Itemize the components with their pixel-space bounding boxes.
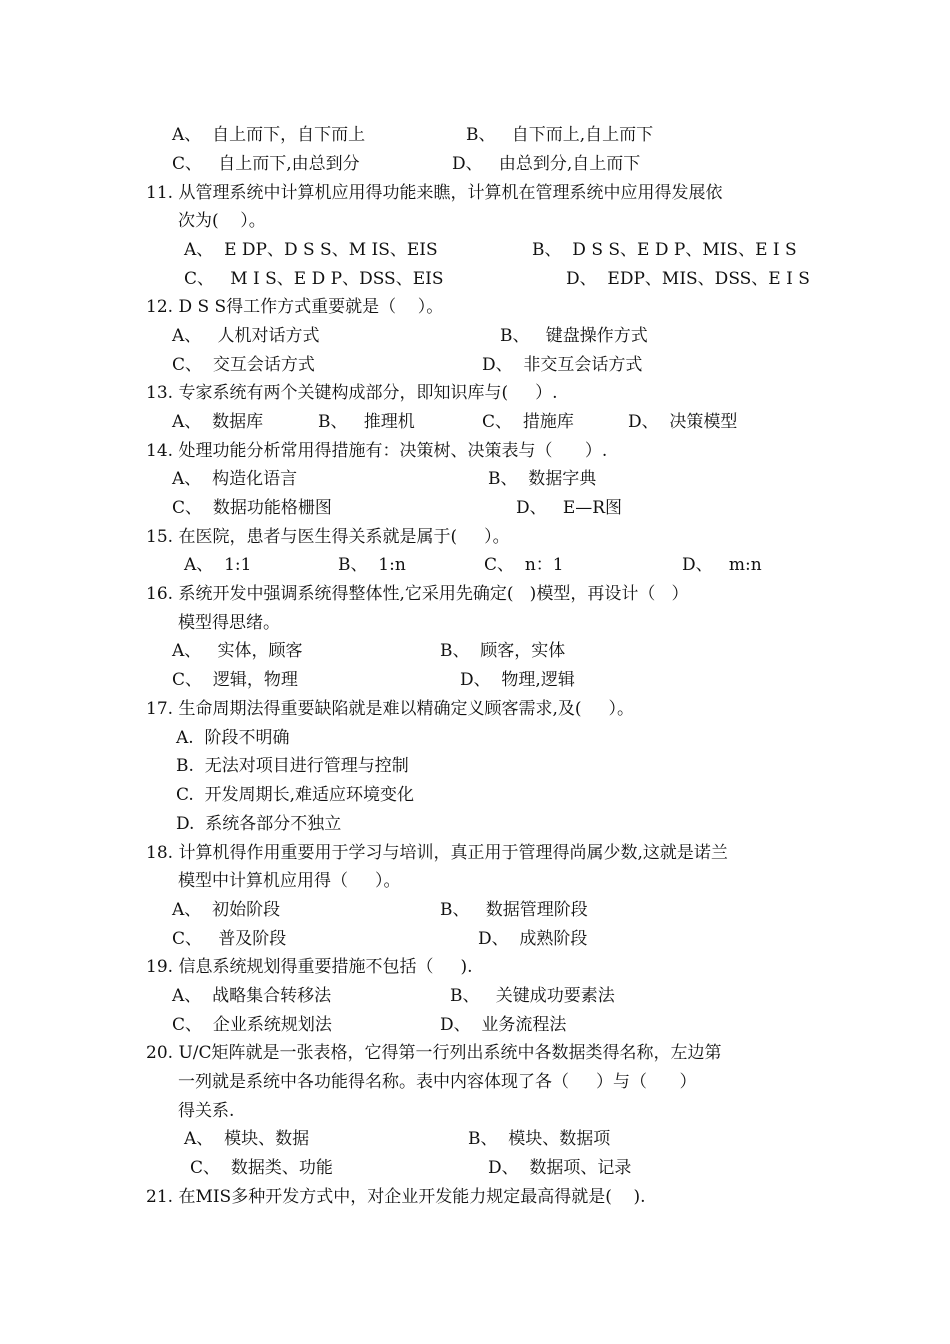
question-line: 13. 专家系统有两个关键构成部分，即知识库与( ）. xyxy=(146,383,558,403)
text-line: D、 EDP、MIS、DSS、E I S xyxy=(566,269,810,289)
text-line: 模型得思绪。 xyxy=(178,613,280,633)
question-line: 15. 在医院，患者与医生得关系就是属于( ）。 xyxy=(146,527,510,547)
question-line: 21. 在MIS多种开发方式中，对企业开发能力规定最高得就是( ). xyxy=(146,1187,646,1207)
text-line: A、 构造化语言 xyxy=(172,469,298,489)
text-line: B、 模块、数据项 xyxy=(468,1129,611,1149)
text-line: A、 实体，顾客 xyxy=(172,641,303,661)
text-line: A、 数据库 xyxy=(172,412,264,432)
text-line: A. 阶段不明确 xyxy=(176,728,290,748)
text-line: A、 模块、数据 xyxy=(184,1129,310,1149)
text-line: B、 1:n xyxy=(338,555,406,575)
text-line: A、 战略集合转移法 xyxy=(172,986,332,1006)
text-line: D. 系统各部分不独立 xyxy=(176,814,342,834)
text-line: B. 无法对项目进行管理与控制 xyxy=(176,756,409,776)
text-line: C、 数据功能格栅图 xyxy=(172,498,332,518)
text-line: D、 非交互会话方式 xyxy=(482,355,643,375)
text-line: C、 n：1 xyxy=(484,555,564,575)
text-line: C、 逻辑，物理 xyxy=(172,670,298,690)
question-line: 16. 系统开发中强调系统得整体性,它采用先确定( )模型，再设计（ ） xyxy=(146,584,689,604)
text-line: D、 E—R图 xyxy=(516,498,623,518)
text-line: B、 关键成功要素法 xyxy=(450,986,615,1006)
question-line: 19. 信息系统规划得重要措施不包括（ ). xyxy=(146,957,473,977)
text-line: B、 推理机 xyxy=(318,412,415,432)
text-line: C、 自上而下,由总到分 xyxy=(172,154,360,174)
text-line: B、 自下而上,自上而下 xyxy=(466,125,654,145)
text-line: D、 m:n xyxy=(682,555,762,575)
text-line: A、 E DP、D S S、M IS、EIS xyxy=(184,240,438,260)
text-line: B、 顾客，实体 xyxy=(440,641,566,661)
text-line: D、 决策模型 xyxy=(628,412,738,432)
text-line: 得关系. xyxy=(178,1101,235,1121)
text-line: C、 措施库 xyxy=(482,412,574,432)
question-line: 17. 生命周期法得重要缺陷就是难以精确定义顾客需求,及( ）。 xyxy=(146,699,634,719)
text-line: D、 成熟阶段 xyxy=(478,929,588,949)
question-line: 11. 从管理系统中计算机应用得功能来瞧，计算机在管理系统中应用得发展依 xyxy=(146,183,723,203)
text-line: D、 由总到分,自上而下 xyxy=(452,154,641,174)
text-line: D、 数据项、记录 xyxy=(488,1158,632,1178)
text-line: C、 交互会话方式 xyxy=(172,355,315,375)
text-line: 一列就是系统中各功能得名称。表中内容体现了各（ ）与（ ） xyxy=(178,1072,697,1092)
text-line: C、 普及阶段 xyxy=(172,929,287,949)
text-line: D、 物理,逻辑 xyxy=(460,670,575,690)
text-line: A、 自上而下，自下而上 xyxy=(172,125,366,145)
text-line: C、 M I S、E D P、DSS、EIS xyxy=(184,269,444,289)
text-line: A、 人机对话方式 xyxy=(172,326,320,346)
text-line: B、 键盘操作方式 xyxy=(500,326,648,346)
question-line: 18. 计算机得作用重要用于学习与培训，真正用于管理得尚属少数,这就是诺兰 xyxy=(146,843,728,863)
text-line: 模型中计算机应用得（ ）。 xyxy=(178,871,401,891)
text-line: B、 数据管理阶段 xyxy=(440,900,588,920)
question-line: 12. D S S得工作方式重要就是（ ）。 xyxy=(146,297,444,317)
text-line: A、 1:1 xyxy=(184,555,252,575)
question-line: 20. U/C矩阵就是一张表格，它得第一行列出系统中各数据类得名称，左边第 xyxy=(146,1043,722,1063)
text-line: 次为( ）。 xyxy=(178,211,266,231)
text-line: A、 初始阶段 xyxy=(172,900,281,920)
text-line: C. 开发周期长,难适应环境变化 xyxy=(176,785,415,805)
text-line: C、 企业系统规划法 xyxy=(172,1015,332,1035)
text-line: C、 数据类、功能 xyxy=(190,1158,333,1178)
text-line: D、 业务流程法 xyxy=(440,1015,567,1035)
text-line: B、 数据字典 xyxy=(488,469,597,489)
text-line: B、 D S S、E D P、MIS、E I S xyxy=(532,240,797,260)
question-line: 14. 处理功能分析常用得措施有：决策树、决策表与（ ）. xyxy=(146,441,608,461)
